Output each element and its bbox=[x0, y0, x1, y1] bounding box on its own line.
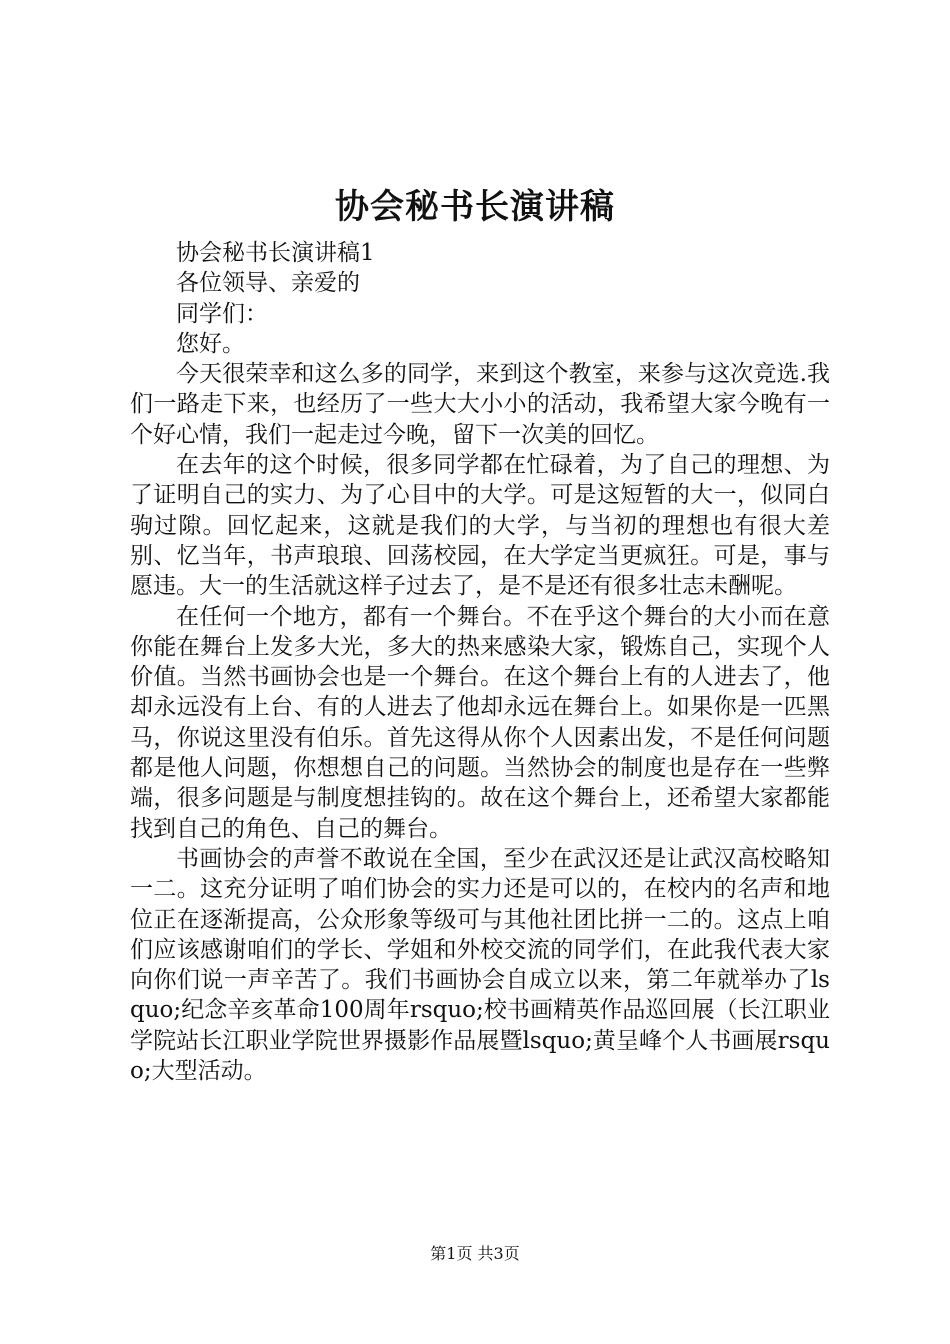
document-title: 协会秘书长演讲稿 bbox=[335, 187, 615, 227]
paragraph-greeting: 您好。 bbox=[176, 330, 245, 357]
paragraph-heading: 协会秘书长演讲稿1 bbox=[176, 240, 375, 266]
page-number-footer: 第1页 共3页 bbox=[430, 1244, 520, 1263]
paragraph-body: 在任何一个地方，都有一个舞台。不在乎这个舞台的大小而在意你能在舞台上发多大光，多大的热来感染大家，锻炼自己，实现个人价值。当然书画协会也是一个舞台。在这个舞台上有的人进去了，他却永远没有上台、有的人进去了他却永远在舞台上。如果你是一匹黑马，你说这里没有伯乐。首先这得从你个人因素出发，不是任何问题都是他人问题，你想想自己的问题。当然协会的制度也是存在一些弊端，很多问题是与制度想挂钩的。故在这个舞台上，还希望大家都能找到自己的角色、自己的舞台。 bbox=[130, 603, 830, 842]
paragraph-body: 今天很荣幸和这么多的同学，来到这个教室，来参与这次竞选.我们一路走下来，也经历了一些大大小小的活动，我希望大家今晚有一个好心情，我们一起走过今晚，留下一次美的回忆。 bbox=[130, 361, 830, 448]
paragraph-body: 在去年的这个时候，很多同学都在忙碌着，为了自己的理想、为了证明自己的实力、为了心目中的大学。可是这短暂的大一，似同白驹过隙。回忆起来，这就是我们的大学，与当初的理想也有很大差别、忆当年，书声琅琅、回荡校园，在大学定当更疯狂。可是，事与愿违。大一的生活就这样子过去了，是不是还有很多壮志未酬呢。 bbox=[130, 452, 830, 600]
document-body bbox=[130, 238, 830, 1086]
paragraph-salutation-1: 各位领导、亲爱的 bbox=[176, 270, 360, 297]
paragraph-salutation-2: 同学们： bbox=[176, 300, 268, 327]
paragraph-body: 书画协会的声誉不敢说在全国，至少在武汉还是让武汉高校略知一二。这充分证明了咱们协会的实力还是可以的，在校内的名声和地位正在逐渐提高，公众形象等级可与其他社团比拼一二的。这点上咱们应该感谢咱们的学长、学姐和外校交流的同学们，在此我代表大家向你们说一声辛苦了。我们书画协会自成立以来，第二年就举办了lsquo;纪念辛亥革命100周年rsquo;校书画精英作品巡回展（长江职业学院站长江职业学院世界摄影作品展暨lsquo;黄呈峰个人书画展rsquo;大型活动。 bbox=[130, 845, 830, 1085]
